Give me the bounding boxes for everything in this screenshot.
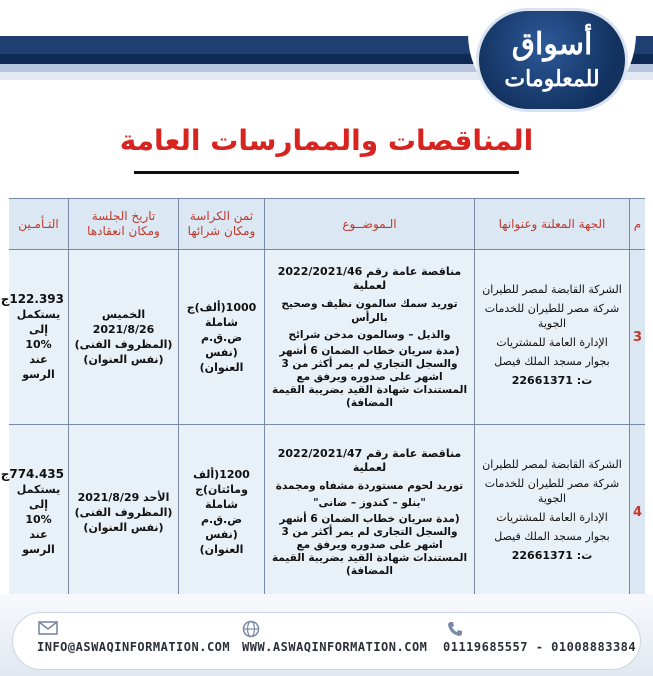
entity-cell bbox=[474, 250, 629, 424]
subject-cell bbox=[264, 250, 474, 424]
entity-line: الشركة القابضة لمصر للطيران bbox=[482, 283, 622, 296]
insurance-line: عند الرسو bbox=[22, 528, 55, 556]
website-link[interactable]: WWW.ASWAQINFORMATION.COM bbox=[242, 640, 428, 654]
date-line: (المظروف الفنى) bbox=[74, 505, 173, 519]
price-cell bbox=[178, 250, 264, 424]
phone-icon bbox=[446, 620, 464, 642]
date-line: الأحد 2021/8/29 bbox=[77, 490, 170, 504]
entity-cell bbox=[474, 425, 629, 599]
row-number: 4 bbox=[629, 425, 645, 599]
header-price-line-2: ومكان شرائها bbox=[187, 224, 256, 238]
date-line: الخميس 2021/8/26 bbox=[92, 308, 155, 336]
subject-line: "بنلو – كندوز – ضانى" bbox=[313, 496, 426, 509]
page-title: المناقصات والممارسات العامة bbox=[119, 124, 534, 157]
entity-line: بجوار مسجد الملك فيصل bbox=[494, 355, 610, 368]
entity-phone: ت: 22661371 bbox=[511, 549, 593, 562]
phone-numbers: 01119685557 - 01008883384 bbox=[443, 640, 637, 654]
header-price-line-1: ثمن الكراسة bbox=[189, 209, 254, 223]
table-row bbox=[0, 425, 645, 600]
insurance-amount: 122.393ج bbox=[0, 292, 64, 306]
insurance-line: 10% bbox=[25, 338, 52, 351]
table-header-row bbox=[9, 198, 645, 250]
insurance-line: عند الرسو bbox=[22, 353, 55, 381]
subject-line: والذيل – وسالمون مدخن شرائح bbox=[288, 328, 451, 341]
price-line: (نفس العنوان) bbox=[199, 528, 244, 556]
date-line: (نفس العنوان) bbox=[83, 520, 164, 534]
globe-icon bbox=[242, 620, 260, 642]
insurance-amount: 774.435ج bbox=[0, 467, 64, 481]
header-subject: الـموضــوع bbox=[264, 199, 474, 249]
row-number: 3 bbox=[629, 250, 645, 424]
table-row bbox=[0, 250, 645, 425]
date-line: (نفس العنوان) bbox=[83, 353, 164, 366]
date-cell bbox=[68, 250, 178, 424]
brand-logo bbox=[476, 8, 628, 112]
header-num: م bbox=[629, 199, 645, 249]
entity-line: الإدارة العامة للمشتريات bbox=[496, 336, 608, 349]
insurance-cell bbox=[0, 250, 68, 424]
subject-title: مناقصة عامة رقم 2022/2021/46 لعملية bbox=[277, 264, 462, 292]
envelope-icon bbox=[38, 620, 58, 639]
insurance-line: يستكمل إلى bbox=[16, 483, 61, 511]
price-line: شاملة ض.ق.م bbox=[200, 498, 243, 526]
logo-line-2: للمعلومات bbox=[504, 66, 600, 92]
entity-line: الشركة القابضة لمصر للطيران bbox=[482, 458, 622, 471]
entity-line: الإدارة العامة للمشتريات bbox=[496, 511, 608, 524]
logo-line-1: أسواق bbox=[511, 27, 593, 62]
header-date bbox=[68, 199, 178, 249]
entity-line: شركة مصر للطيران للخدمات الجوية bbox=[484, 302, 620, 330]
entity-line: بجوار مسجد الملك فيصل bbox=[494, 530, 610, 543]
subject-line: توريد لحوم مستوردة مشفاه ومجمدة bbox=[275, 479, 464, 492]
subject-cell bbox=[264, 425, 474, 599]
date-cell bbox=[68, 425, 178, 599]
price-cell bbox=[178, 425, 264, 599]
email-link[interactable]: INFO@ASWAQINFORMATION.COM bbox=[37, 640, 231, 654]
header-date-line-1: تاريخ الجلسة bbox=[91, 209, 156, 223]
price-line: 1000(ألف)ج bbox=[186, 300, 257, 314]
insurance-line: 10% bbox=[25, 513, 52, 526]
price-line: شاملة ض.ق.م bbox=[200, 315, 243, 344]
date-line: (المظروف الفنى) bbox=[74, 338, 173, 351]
price-line: 1200(ألف bbox=[193, 468, 250, 481]
header-insurance: التـأمـين bbox=[18, 216, 59, 231]
title-underline bbox=[134, 171, 519, 174]
header-banner bbox=[0, 0, 653, 118]
subject-title: مناقصة عامة رقم 2022/2021/47 لعملية bbox=[277, 446, 462, 474]
price-line: ومائتان)ج bbox=[195, 483, 248, 496]
entity-line: شركة مصر للطيران للخدمات الجوية bbox=[484, 477, 620, 505]
price-line: (نفس العنوان) bbox=[199, 345, 244, 374]
header-price bbox=[178, 199, 264, 249]
entity-phone: ت: 22661371 bbox=[511, 374, 593, 387]
insurance-line: يستكمل إلى bbox=[16, 308, 61, 336]
subject-note: (مدة سريان خطاب الضمان 6 أشهر والسجل التجاري لم يمر أكثر من 3 اشهر على صدوره ويرفق مع المستندات شهادة القيد بضريبة القيمة المضافة) bbox=[271, 344, 468, 409]
header-entity: الجهة المعلنة وعنوانها bbox=[474, 199, 629, 249]
header-date-line-2: ومكان انعقادها bbox=[87, 224, 160, 238]
tenders-table bbox=[0, 198, 645, 600]
subject-note: (مدة سريان خطاب الضمان 6 أشهر والسجل التجارى لم يمر أكثر من 3 اشهر على صدوره ويرفق مع المستندات شهادة القيد بضريبة القيمة المضافة) bbox=[271, 512, 468, 577]
insurance-cell bbox=[0, 425, 68, 599]
subject-line: توريد سمك سالمون نظيف وصحيح بالرأس bbox=[281, 297, 458, 324]
